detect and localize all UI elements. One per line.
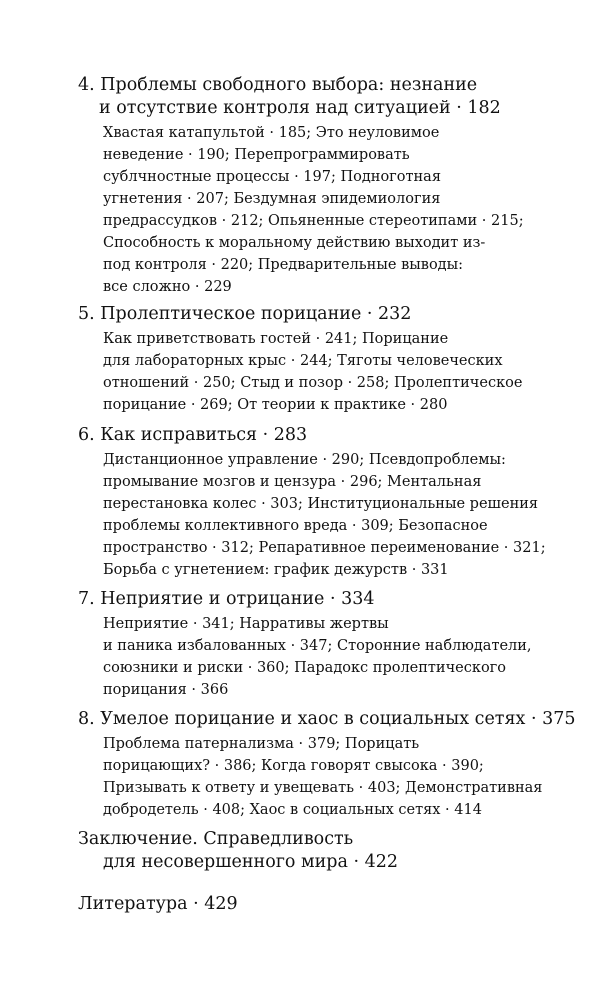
section-line: и паника избалованных · 347; Сторонние наблюдатели,: [103, 638, 532, 654]
section-line: сублчностные процессы · 197; Подноготная: [103, 169, 441, 185]
chapter-title: [78, 74, 578, 120]
chapter-sections: [78, 449, 578, 581]
chapter-sections: [78, 733, 578, 821]
section-line: порицание · 269; От теории к практике · 280: [103, 397, 448, 413]
chapter-title-line: 4. Проблемы свободного выбора: незнание: [78, 75, 478, 95]
chapter-title-line: 5. Пролептическое порицание · 232: [78, 304, 412, 324]
section-line: Как приветствовать гостей · 241; Порицание: [103, 331, 449, 347]
toc-chapter-4: [78, 74, 578, 298]
toc-literature: [78, 893, 238, 916]
chapter-sections: [78, 122, 578, 298]
chapter-title-line: 8. Умелое порицание и хаос в социальных сетях · 375: [78, 709, 576, 729]
chapter-title: [78, 588, 578, 611]
toc-chapter-6: [78, 424, 578, 581]
section-line: угнетения · 207; Бездумная эпидемиология: [103, 191, 441, 207]
toc-chapter-5: [78, 303, 578, 416]
chapter-title-line: 6. Как исправиться · 283: [78, 425, 308, 445]
conclusion-line: для несовершенного мира · 422: [103, 852, 399, 872]
section-line: промывание мозгов и цензура · 296; Ментальная: [103, 474, 482, 490]
toc-conclusion: [78, 828, 398, 874]
section-line: Способность к моральному действию выходит из-: [103, 235, 486, 251]
chapter-title: [78, 424, 578, 447]
section-line: союзники и риски · 360; Парадокс пролептического: [103, 660, 507, 676]
chapter-title-line: 7. Неприятие и отрицание · 334: [78, 589, 375, 609]
section-line: Борьба с угнетением: график дежурств · 331: [103, 562, 449, 578]
section-line: пространство · 312; Репаративное переименование · 321;: [103, 540, 546, 556]
chapter-sections: [78, 613, 578, 701]
section-line: предрассудков · 212; Опьяненные стереотипами · 215;: [103, 213, 524, 229]
section-line: под контроля · 220; Предварительные выводы:: [103, 257, 464, 273]
section-line: добродетель · 408; Хаос в социальных сетях · 414: [103, 802, 482, 818]
section-line: Хвастая катапультой · 185; Это неуловимое: [103, 125, 440, 141]
section-line: Неприятие · 341; Нарративы жертвы: [103, 616, 389, 632]
chapter-title: [78, 303, 578, 326]
chapter-sections: [78, 328, 578, 416]
section-line: неведение · 190; Перепрограммировать: [103, 147, 410, 163]
section-line: для лабораторных крыс · 244; Тяготы человеческих: [103, 353, 503, 369]
section-line: проблемы коллективного вреда · 309; Безопасное: [103, 518, 488, 534]
chapter-title-line: и отсутствие контроля над ситуацией · 182: [99, 98, 501, 118]
section-line: Проблема патернализма · 379; Порицать: [103, 736, 420, 752]
toc-chapter-8: [78, 708, 578, 821]
section-line: отношений · 250; Стыд и позор · 258; Пролептическое: [103, 375, 523, 391]
section-line: порицания · 366: [103, 682, 229, 698]
section-line: Дистанционное управление · 290; Псевдопроблемы:: [103, 452, 506, 468]
section-line: все сложно · 229: [103, 279, 232, 295]
toc-chapter-7: [78, 588, 578, 701]
chapter-title: [78, 708, 578, 731]
conclusion-line: Заключение. Справедливость: [78, 829, 354, 849]
section-line: порицающих? · 386; Когда говорят свысока · 390;: [103, 758, 484, 774]
literature-label: Литература · 429: [78, 894, 238, 914]
section-line: перестановка колес · 303; Институциональные решения: [103, 496, 539, 512]
section-line: Призывать к ответу и увещевать · 403; Демонстративная: [103, 780, 543, 796]
